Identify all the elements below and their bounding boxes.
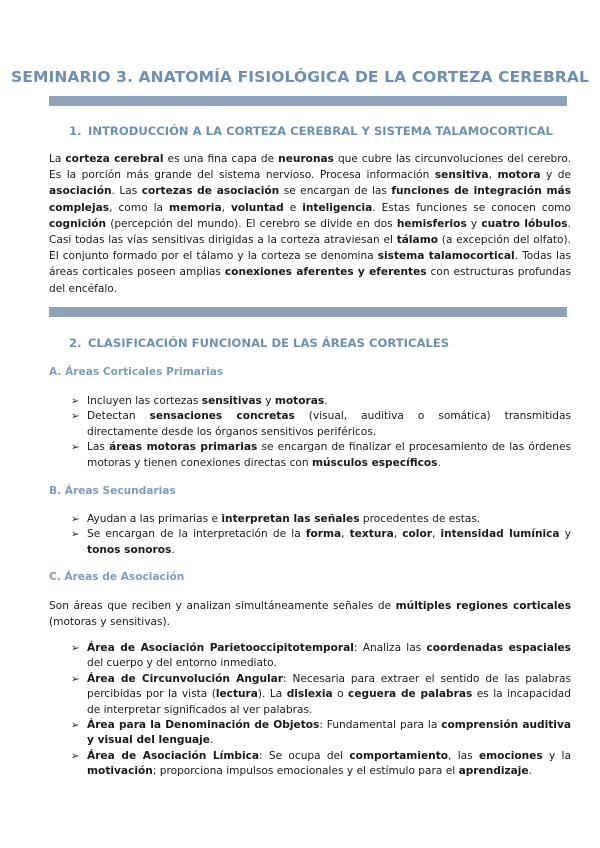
text-run: procedentes de estas. xyxy=(359,513,481,525)
text-run: con estructuras profundas del encéfalo. xyxy=(49,266,571,295)
text-run: : Analiza las xyxy=(353,642,427,654)
text-run: Las xyxy=(87,441,110,454)
bold-text-run: asociación xyxy=(49,185,112,198)
bullet-item xyxy=(71,394,571,409)
bold-text-run: sensitiva xyxy=(434,169,489,182)
text-run: . Las xyxy=(111,185,142,198)
subsection-a-list xyxy=(71,394,571,471)
bold-text-run: conexiones aferentes y eferentes xyxy=(224,266,427,279)
text-run: : Se ocupa del xyxy=(259,749,350,762)
bold-text-run: ceguera de palabras xyxy=(348,688,473,701)
bold-text-run: sensitivas xyxy=(201,395,262,407)
text-run: , las xyxy=(448,749,479,762)
bold-text-run: lectura xyxy=(215,688,258,701)
bold-text-run: sensaciones concretas xyxy=(149,410,295,423)
bold-text-run: sistema talamocortical xyxy=(377,250,515,263)
bold-text-run: dislexia xyxy=(286,688,333,701)
bold-text-run: inteligencia xyxy=(302,201,373,214)
bold-text-run: textura xyxy=(349,528,394,541)
bullet-arrow-icon: ➢ xyxy=(71,442,80,454)
section-1-paragraph xyxy=(49,151,571,297)
text-run: . xyxy=(209,734,214,747)
page-title: SEMINARIO 3. ANATOMÍA FISIOLÓGICA DE LA CORTEZA CEREBRAL xyxy=(11,68,589,86)
bold-text-run: funciones de integración más complejas xyxy=(49,185,572,214)
bullet-item xyxy=(71,409,571,440)
bold-text-run: múltiples regiones corticales xyxy=(395,600,571,612)
subsection-c-intro xyxy=(49,598,571,630)
bold-text-run: intensidad lumínica xyxy=(440,528,560,541)
text-run: . Estas funciones se conocen como xyxy=(372,201,571,214)
text-run: es una fina capa de xyxy=(163,153,279,165)
bold-text-run: cortezas de asociación xyxy=(141,185,280,198)
subsection-c-heading: C. Áreas de Asociación xyxy=(49,571,185,583)
text-run: se encargan de finalizar el procesamiento de las órdenes motoras y tienen conexiones directas con xyxy=(87,441,571,469)
bold-text-run: comprensión auditiva y visual del lenguaje xyxy=(87,719,571,747)
text-run: del cuerpo y del entorno inmediato. xyxy=(87,657,277,670)
text-run: . Todas las áreas corticales poseen amplias xyxy=(49,250,571,279)
bold-text-run: Área para la Denominación de Objetos xyxy=(87,719,320,732)
bold-text-run: músculos específicos xyxy=(311,456,438,469)
text-run: . xyxy=(437,456,441,469)
bullet-arrow-icon: ➢ xyxy=(71,720,80,732)
bold-text-run: motivación xyxy=(87,765,153,778)
text-run: ). La xyxy=(257,688,287,701)
text-run: , xyxy=(393,528,403,541)
text-run: , xyxy=(341,528,350,541)
bold-text-run: cognición xyxy=(49,217,107,230)
text-run: se encargan de las xyxy=(279,185,392,198)
text-run: . Casi todas las vías sensitivas dirigidas a la corteza atraviesan el xyxy=(49,217,571,247)
subsection-c-list xyxy=(71,641,571,780)
bullet-arrow-icon: ➢ xyxy=(71,529,80,541)
text-run: , como la xyxy=(109,201,170,214)
bold-text-run: motora xyxy=(497,169,541,182)
text-run: Se encargan de la interpretación de la xyxy=(87,528,306,541)
text-run: Detectan xyxy=(87,410,150,423)
bold-text-run: voluntad xyxy=(230,201,284,214)
text-run: e xyxy=(283,201,303,214)
text-run: : Necesaria para extraer el sentido de las palabras percibidas por la vista ( xyxy=(87,672,572,701)
bold-text-run: tonos sonoros xyxy=(87,543,172,556)
bold-text-run: Área de Asociación Parietooccipitotemporal xyxy=(87,642,354,654)
subsection-b-list xyxy=(71,512,571,558)
section-1-heading xyxy=(69,124,553,138)
bullet-item xyxy=(71,718,571,749)
divider-bar-1 xyxy=(49,96,567,106)
bullet-item xyxy=(71,641,571,672)
text-run: , xyxy=(221,201,231,214)
text-run: y xyxy=(261,395,275,407)
text-run: es la incapacidad de interpretar significados al ver palabras. xyxy=(87,688,571,716)
bullet-item xyxy=(71,527,571,558)
bold-text-run: tálamo xyxy=(396,234,439,247)
text-run: y xyxy=(466,217,482,230)
bullet-arrow-icon: ➢ xyxy=(71,514,80,525)
text-run: La xyxy=(49,153,66,165)
text-run: (percepción del mundo). El cerebro se divide en dos xyxy=(106,217,397,230)
text-run: Incluyen las cortezas xyxy=(87,395,202,407)
bold-text-run: color xyxy=(402,528,432,541)
bold-text-run: Área de Circunvolución Angular xyxy=(87,672,284,685)
bullet-arrow-icon: ➢ xyxy=(71,643,80,654)
section-2-title: CLASIFICACIÓN FUNCIONAL DE LAS ÁREAS CORTICALES xyxy=(88,336,450,350)
text-run: o xyxy=(332,688,349,701)
bullet-item xyxy=(71,749,571,780)
subsection-b-heading: B. Áreas Secundarias xyxy=(49,485,176,497)
divider-bar-2 xyxy=(49,307,567,317)
text-run: , xyxy=(431,528,441,541)
bold-text-run: áreas motoras primarias xyxy=(109,441,258,454)
bullet-item xyxy=(71,440,571,471)
bullet-item xyxy=(71,672,571,718)
bold-text-run: comportamiento xyxy=(349,749,449,762)
bold-text-run: neuronas xyxy=(278,153,334,165)
section-2-number: 2. xyxy=(69,336,82,350)
section-2-heading xyxy=(69,336,449,350)
bullet-arrow-icon: ➢ xyxy=(71,750,80,762)
bold-text-run: interpretan las señales xyxy=(221,513,360,525)
text-run: y de xyxy=(540,169,572,182)
text-run: (a excepción del olfato). El conjunto formado por el tálamo y la corteza se denomina xyxy=(49,234,572,263)
text-run: (visual, auditiva o somática) transmitidas directamente desde los órganos sensitivos periféricos. xyxy=(87,410,571,438)
text-run: y xyxy=(559,528,571,541)
text-run: . xyxy=(528,765,532,778)
bold-text-run: corteza cerebral xyxy=(65,153,164,165)
bold-text-run: motoras xyxy=(274,395,325,407)
bullet-arrow-icon: ➢ xyxy=(71,673,80,685)
text-run: Ayudan a las primarias e xyxy=(87,513,222,525)
bold-text-run: cuatro lóbulos xyxy=(481,217,568,230)
text-run: . xyxy=(171,543,175,556)
section-1-title: INTRODUCCIÓN A LA CORTEZA CEREBRAL Y SISTEMA TALAMOCORTICAL xyxy=(88,124,553,138)
bold-text-run: hemisferios xyxy=(396,217,467,230)
bold-text-run: aprendizaje xyxy=(458,765,529,778)
text-run: ; proporciona impulsos emocionales y el estímulo para el xyxy=(152,765,459,778)
text-run: Son áreas que reciben y analizan simultáneamente señales de xyxy=(49,600,396,612)
text-run: y la xyxy=(542,749,571,762)
bold-text-run: emociones xyxy=(478,749,543,762)
bold-text-run: coordenadas espaciales xyxy=(426,642,571,654)
subsection-a-heading: A. Áreas Corticales Primarias xyxy=(49,366,224,378)
bold-text-run: memoria xyxy=(169,201,222,214)
bold-text-run: forma xyxy=(305,528,342,541)
text-run: : Fundamental para la xyxy=(319,719,442,732)
text-run: (motoras y sensitivas). xyxy=(49,616,171,629)
text-run: que cubre las circunvoluciones del cerebro. Es la porción más grande del sistema nervioso. Procesa información xyxy=(49,153,572,182)
text-run: , xyxy=(488,169,498,182)
bullet-item xyxy=(71,512,571,527)
bold-text-run: Área de Asociación Límbica xyxy=(87,749,259,762)
bullet-arrow-icon: ➢ xyxy=(71,411,80,423)
bullet-arrow-icon: ➢ xyxy=(71,396,80,407)
text-run: . xyxy=(324,395,328,407)
section-1-number: 1. xyxy=(69,124,82,138)
